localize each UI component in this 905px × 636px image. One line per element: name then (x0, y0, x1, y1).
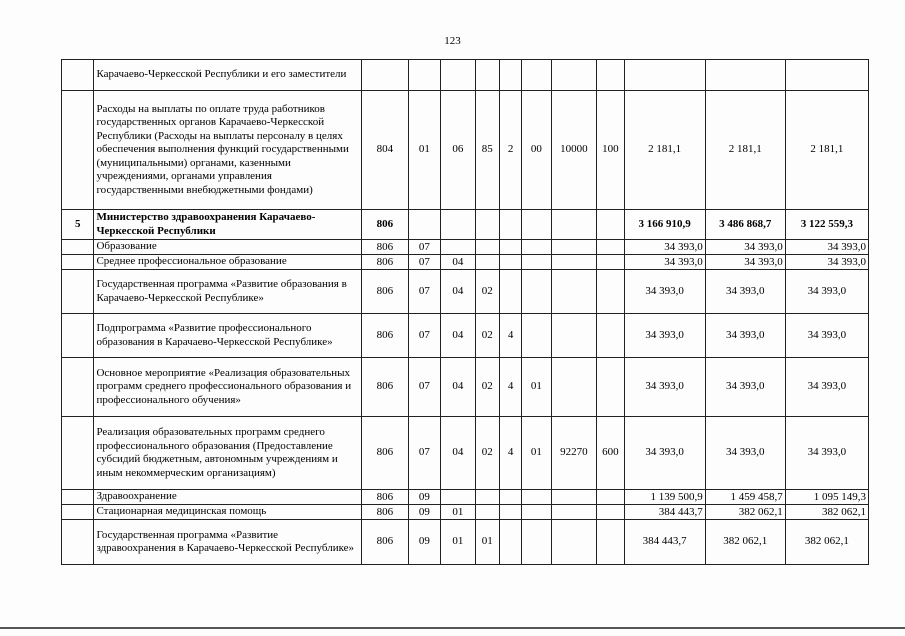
table-row (62, 270, 869, 314)
amount-year-3: 382 062,1 (785, 505, 868, 520)
code-direction (551, 358, 597, 417)
code-section: 07 (408, 255, 440, 270)
row-number (62, 520, 94, 565)
code-subprogram: 4 (499, 417, 521, 490)
amount-year-3: 34 393,0 (785, 255, 868, 270)
code-activity: 01 (522, 358, 551, 417)
row-number (62, 60, 94, 91)
amount-year-1: 2 181,1 (624, 91, 705, 210)
amount-year-1: 384 443,7 (624, 520, 705, 565)
amount-year-2: 34 393,0 (705, 270, 785, 314)
code-program: 02 (475, 270, 499, 314)
code-subprogram: 4 (499, 358, 521, 417)
amount-year-2: 34 393,0 (705, 358, 785, 417)
row-name: Министерство здравоохранения Карачаево-Черкесской Республики (94, 210, 362, 240)
amount-year-1: 34 393,0 (624, 417, 705, 490)
row-number: 5 (62, 210, 94, 240)
code-subsection: 04 (441, 417, 475, 490)
code-section (408, 210, 440, 240)
code-program (475, 240, 499, 255)
code-program (475, 505, 499, 520)
table-row (62, 417, 869, 490)
code-subsection: 01 (441, 505, 475, 520)
page-bottom-rule (0, 627, 905, 629)
code-activity: 00 (522, 91, 551, 210)
amount-year-1: 34 393,0 (624, 255, 705, 270)
code-expense-type (597, 490, 624, 505)
code-program: 01 (475, 520, 499, 565)
row-number (62, 505, 94, 520)
row-number (62, 490, 94, 505)
code-subprogram (499, 240, 521, 255)
amount-year-2: 34 393,0 (705, 417, 785, 490)
row-name: Основное мероприятие «Реализация образовательных программ среднего профессионального образования и профессионального обучения» (94, 358, 362, 417)
code-expense-type (597, 210, 624, 240)
table-row (62, 255, 869, 270)
code-expense-type (597, 255, 624, 270)
code-expense-type (597, 505, 624, 520)
code-expense-type (597, 520, 624, 565)
code-ministry: 806 (362, 314, 409, 358)
row-name: Государственная программа «Развитие здравоохранения в Карачаево-Черкесской Республике» (94, 520, 362, 565)
code-activity (522, 210, 551, 240)
code-subprogram (499, 60, 521, 91)
amount-year-1 (624, 60, 705, 91)
amount-year-3: 34 393,0 (785, 314, 868, 358)
amount-year-2: 382 062,1 (705, 505, 785, 520)
row-number (62, 255, 94, 270)
amount-year-3: 34 393,0 (785, 358, 868, 417)
code-direction (551, 255, 597, 270)
code-program: 85 (475, 91, 499, 210)
amount-year-2: 34 393,0 (705, 314, 785, 358)
amount-year-3 (785, 60, 868, 91)
code-section: 07 (408, 417, 440, 490)
code-ministry: 806 (362, 505, 409, 520)
code-activity (522, 255, 551, 270)
code-direction: 10000 (551, 91, 597, 210)
code-subprogram (499, 270, 521, 314)
code-section: 09 (408, 490, 440, 505)
amount-year-3: 34 393,0 (785, 270, 868, 314)
code-program: 02 (475, 417, 499, 490)
code-expense-type (597, 60, 624, 91)
amount-year-1: 384 443,7 (624, 505, 705, 520)
amount-year-3: 2 181,1 (785, 91, 868, 210)
code-direction (551, 270, 597, 314)
amount-year-3: 382 062,1 (785, 520, 868, 565)
table-row (62, 240, 869, 255)
amount-year-2: 34 393,0 (705, 240, 785, 255)
amount-year-2: 3 486 868,7 (705, 210, 785, 240)
code-subsection: 04 (441, 270, 475, 314)
code-direction (551, 60, 597, 91)
amount-year-2: 2 181,1 (705, 91, 785, 210)
amount-year-2: 1 459 458,7 (705, 490, 785, 505)
code-direction (551, 210, 597, 240)
table-row (62, 210, 869, 240)
code-activity (522, 520, 551, 565)
code-direction (551, 505, 597, 520)
row-name: Государственная программа «Развитие образования в Карачаево-Черкесской Республике» (94, 270, 362, 314)
code-expense-type: 100 (597, 91, 624, 210)
code-activity (522, 490, 551, 505)
code-section: 09 (408, 520, 440, 565)
row-name: Подпрограмма «Развитие профессионального образования в Карачаево-Черкесской Республике» (94, 314, 362, 358)
code-subsection: 06 (441, 91, 475, 210)
code-subprogram: 2 (499, 91, 521, 210)
code-section (408, 60, 440, 91)
code-program (475, 255, 499, 270)
row-number (62, 270, 94, 314)
code-expense-type (597, 314, 624, 358)
code-activity (522, 505, 551, 520)
code-direction: 92270 (551, 417, 597, 490)
table-row (62, 60, 869, 91)
code-activity (522, 240, 551, 255)
code-direction (551, 520, 597, 565)
code-subprogram: 4 (499, 314, 521, 358)
code-expense-type (597, 358, 624, 417)
code-subsection: 04 (441, 314, 475, 358)
table-row (62, 490, 869, 505)
amount-year-3: 34 393,0 (785, 417, 868, 490)
row-name: Реализация образовательных программ среднего профессионального образования (Предоставление субсидий бюджетным, автономным учреждениям и иным некоммерческим организациям) (94, 417, 362, 490)
budget-table (61, 59, 869, 565)
code-program: 02 (475, 358, 499, 417)
code-direction (551, 240, 597, 255)
amount-year-1: 3 166 910,9 (624, 210, 705, 240)
amount-year-2 (705, 60, 785, 91)
code-subprogram (499, 490, 521, 505)
code-subprogram (499, 255, 521, 270)
code-activity (522, 314, 551, 358)
code-program (475, 60, 499, 91)
amount-year-1: 34 393,0 (624, 240, 705, 255)
code-ministry: 806 (362, 240, 409, 255)
row-number (62, 91, 94, 210)
amount-year-1: 34 393,0 (624, 358, 705, 417)
code-direction (551, 490, 597, 505)
row-name: Здравоохранение (94, 490, 362, 505)
amount-year-1: 34 393,0 (624, 270, 705, 314)
code-ministry: 806 (362, 520, 409, 565)
page-number: 123 (444, 35, 461, 47)
amount-year-3: 1 095 149,3 (785, 490, 868, 505)
code-activity (522, 60, 551, 91)
code-expense-type (597, 240, 624, 255)
code-section: 09 (408, 505, 440, 520)
code-ministry: 806 (362, 417, 409, 490)
amount-year-1: 34 393,0 (624, 314, 705, 358)
code-subsection (441, 210, 475, 240)
row-name: Карачаево-Черкесской Республики и его заместители (94, 60, 362, 91)
code-section: 01 (408, 91, 440, 210)
amount-year-3: 34 393,0 (785, 240, 868, 255)
row-name: Образование (94, 240, 362, 255)
row-number (62, 417, 94, 490)
code-section: 07 (408, 358, 440, 417)
code-ministry: 806 (362, 255, 409, 270)
code-ministry: 806 (362, 490, 409, 505)
code-subprogram (499, 210, 521, 240)
code-program (475, 210, 499, 240)
row-number (62, 358, 94, 417)
code-ministry (362, 60, 409, 91)
table-row (62, 314, 869, 358)
code-expense-type: 600 (597, 417, 624, 490)
code-subsection (441, 240, 475, 255)
table-row (62, 520, 869, 565)
code-section: 07 (408, 270, 440, 314)
code-activity (522, 270, 551, 314)
code-program (475, 490, 499, 505)
code-section: 07 (408, 314, 440, 358)
row-name: Среднее профессиональное образование (94, 255, 362, 270)
code-ministry: 804 (362, 91, 409, 210)
code-ministry: 806 (362, 358, 409, 417)
code-subsection: 01 (441, 520, 475, 565)
code-subsection (441, 490, 475, 505)
code-program: 02 (475, 314, 499, 358)
code-subsection (441, 60, 475, 91)
row-number (62, 240, 94, 255)
code-section: 07 (408, 240, 440, 255)
code-subsection: 04 (441, 255, 475, 270)
row-name: Стационарная медицинская помощь (94, 505, 362, 520)
amount-year-3: 3 122 559,3 (785, 210, 868, 240)
code-ministry: 806 (362, 270, 409, 314)
code-ministry: 806 (362, 210, 409, 240)
row-number (62, 314, 94, 358)
code-subsection: 04 (441, 358, 475, 417)
row-name: Расходы на выплаты по оплате труда работников государственных органов Карачаево-Черкесской Республики (Расходы на выплаты персоналу в целях обеспечения выполнения функций государственными (муниципальными) органами, казенными учреждениями, органами управления государственными внебюджетными фондами) (94, 91, 362, 210)
code-subprogram (499, 505, 521, 520)
amount-year-2: 382 062,1 (705, 520, 785, 565)
code-activity: 01 (522, 417, 551, 490)
table-row (62, 358, 869, 417)
amount-year-2: 34 393,0 (705, 255, 785, 270)
amount-year-1: 1 139 500,9 (624, 490, 705, 505)
table-row (62, 505, 869, 520)
code-direction (551, 314, 597, 358)
code-subprogram (499, 520, 521, 565)
table-row (62, 91, 869, 210)
code-expense-type (597, 270, 624, 314)
